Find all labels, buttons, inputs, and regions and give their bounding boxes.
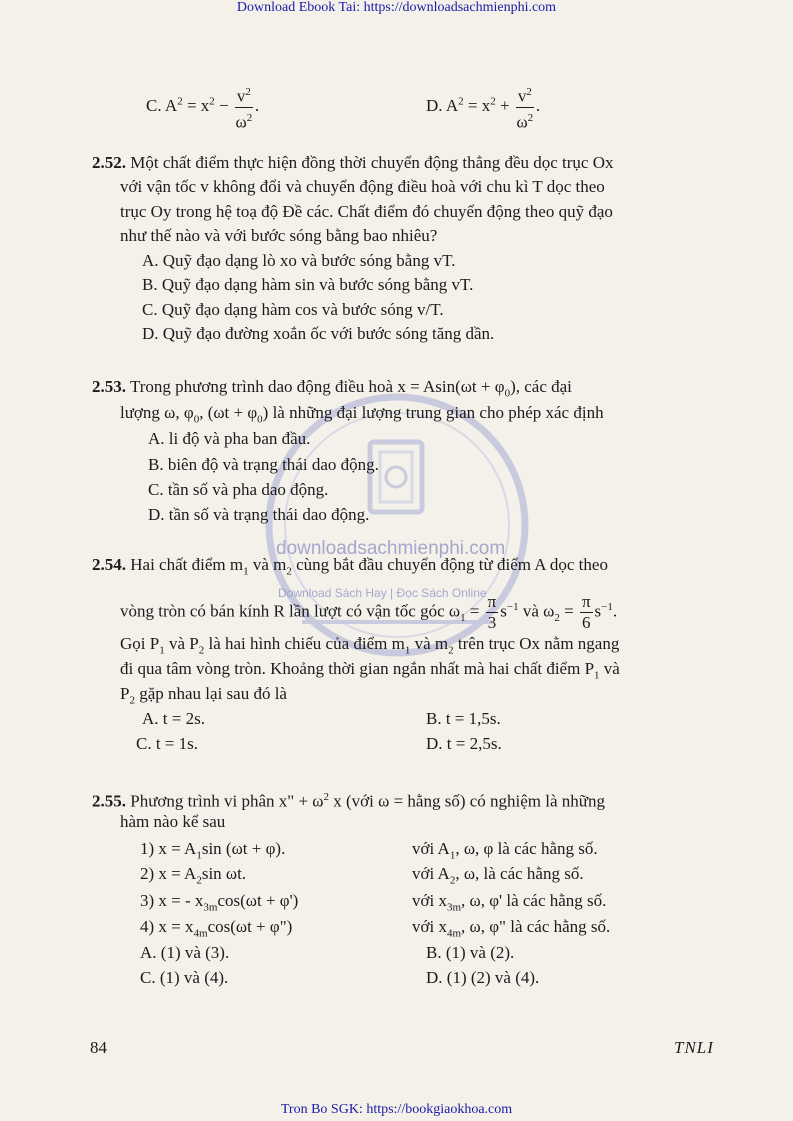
q254-line-2: vòng tròn có bán kính R lần lượt có vận tốc góc $\omega_1$ = $\frac{\pi}{3}$ $s^{-1}$ và $\omega_2$ = $\frac{\pi}{6}$ $s^{-1}$. (120, 592, 618, 633)
q255-condition-1: với $A_1$, ω, φ là các hằng số. (412, 839, 598, 862)
q252-option-b: B. Quỹ đạo dạng hàm sin và bước sóng bằng vT. (142, 275, 474, 294)
page-number: 84 (90, 1038, 107, 1057)
footer-tag: TNLI (674, 1038, 714, 1057)
q255-number: 2.55. (92, 791, 126, 811)
q253-option-c: C. tần số và pha dao động. (148, 480, 329, 499)
q255-option-b: B. (1) và (2). (426, 943, 515, 962)
q254-option-b: B. t = 1,5s. (426, 709, 501, 728)
q254-line-3: Gọi $P_1$ và $P_2$ là hai hình chiếu của điểm $m_1$ và $m_2$ trên trục Ox nằm ngang (120, 634, 620, 657)
q255-condition-2: với $A_2$, ω, là các hằng số. (412, 864, 584, 887)
footer-sgk-link[interactable]: Tron Bo SGK: https://bookgiaokhoa.com (280, 1102, 513, 1117)
fraction-v2-omega2: $\frac{v^2}{\omega^2}$ (516, 82, 534, 132)
q255-option-a: A. (1) và (3). (140, 943, 230, 962)
q254-line-5: $P_2$ gặp nhau lại sau đó là (120, 684, 287, 707)
q252-line-3: trục Oy trong hệ toạ độ Đề các. Chất điểm đó chuyển động theo quỹ đạo (120, 202, 613, 221)
q255-equation-4: 4) $x = x_{4m}\cos(\omega t$ + φ") (140, 917, 293, 940)
q252-option-d: D. Quỹ đạo đường xoắn ốc với bước sóng tăng dần. (142, 324, 495, 343)
q252-line-2: với vận tốc v không đổi và chuyển động điều hoà với chu kì T dọc theo (120, 177, 605, 196)
header-download-link[interactable]: Download Ebook Tai: https://downloadsachmienphi.com (236, 0, 557, 15)
q254-option-d: D. t = 2,5s. (426, 734, 502, 753)
q255-equation-3: 3) x = - $x_{3m}\cos(\omega t + \varphi')$ (140, 891, 299, 914)
q255-condition-4: với $x_{4m}$, ω, φ" là các hằng số. (412, 917, 611, 940)
q255-option-c: C. (1) và (4). (140, 968, 229, 987)
q253-line-1: 2.53. Trong phương trình dao động điều hoà $x = Asin(\omega t + \varphi_0)$, các đại (92, 377, 572, 400)
q253-line-2: lượng ω, $\varphi_0$, $(\omega t + \varphi_0)$ là những đại lượng trung gian cho phép xác định (120, 403, 604, 426)
q254-option-a: A. t = 2s. (142, 709, 205, 728)
q253-option-d: D. tần số và trạng thái dao động. (148, 505, 370, 524)
q255-equation-2: 2) $x = A_2\sin$ ωt. (140, 864, 247, 887)
q252-option-a: A. Quỹ đạo dạng lò xo và bước sóng bằng vT. (142, 251, 456, 270)
q254-line-1: 2.54. Hai chất điểm $m_1$ và $m_2$ cùng bắt đầu chuyển động từ điểm A dọc theo (92, 555, 608, 578)
prev-option-d: D. $A^2 = x^2$ + $\frac{v^2}{\omega^2}$ . (426, 82, 540, 132)
fraction-pi-6: $\frac{\pi}{6}$ (581, 592, 591, 633)
q255-equation-1: 1) $x = A_1\sin$ (ωt + φ). (140, 839, 286, 862)
watermark-slogan: Download Sách Hay | Đọc Sách Online (278, 586, 487, 600)
q255-condition-3: với $x_{3m}$, ω, φ' là các hằng số. (412, 891, 607, 914)
q254-option-c: C. t = 1s. (136, 734, 199, 753)
q253-option-a: A. li độ và pha ban đầu. (148, 429, 311, 448)
q255-line-2: hàm nào kể sau (120, 812, 226, 831)
q253-option-b: B. biên độ và trạng thái dao động. (148, 455, 379, 474)
q254-line-4: đi qua tâm vòng tròn. Khoảng thời gian ngắn nhất mà hai chất điểm $P_1$ và (120, 659, 620, 682)
q252-option-c: C. Quỹ đạo dạng hàm cos và bước sóng v/T. (142, 300, 444, 319)
q252-line-1: 2.52. Một chất điểm thực hiện đồng thời chuyển động thẳng đều dọc trục Ox (92, 153, 614, 172)
q255-option-d: D. (1) (2) và (4). (426, 968, 540, 987)
fraction-v2-omega2: $\frac{v^2}{\omega^2}$ (235, 82, 253, 132)
prev-option-c: C. $A^2 = x^2$ − $\frac{v^2}{\omega^2}$ . (146, 82, 259, 132)
watermark-site: downloadsachmienphi.com (276, 538, 506, 559)
q255-line-1: 2.55. Phương trình vi phân x" + $\omega^2$ x (với ω = hằng số) có nghiệm là những (92, 791, 606, 811)
fraction-pi-3: $\frac{\pi}{3}$ (487, 592, 497, 633)
q254-number: 2.54. (92, 555, 126, 574)
q252-line-4: như thế nào và với bước sóng bằng bao nhiêu? (120, 226, 438, 245)
q253-number: 2.53. (92, 377, 126, 396)
q252-number: 2.52. (92, 153, 126, 172)
